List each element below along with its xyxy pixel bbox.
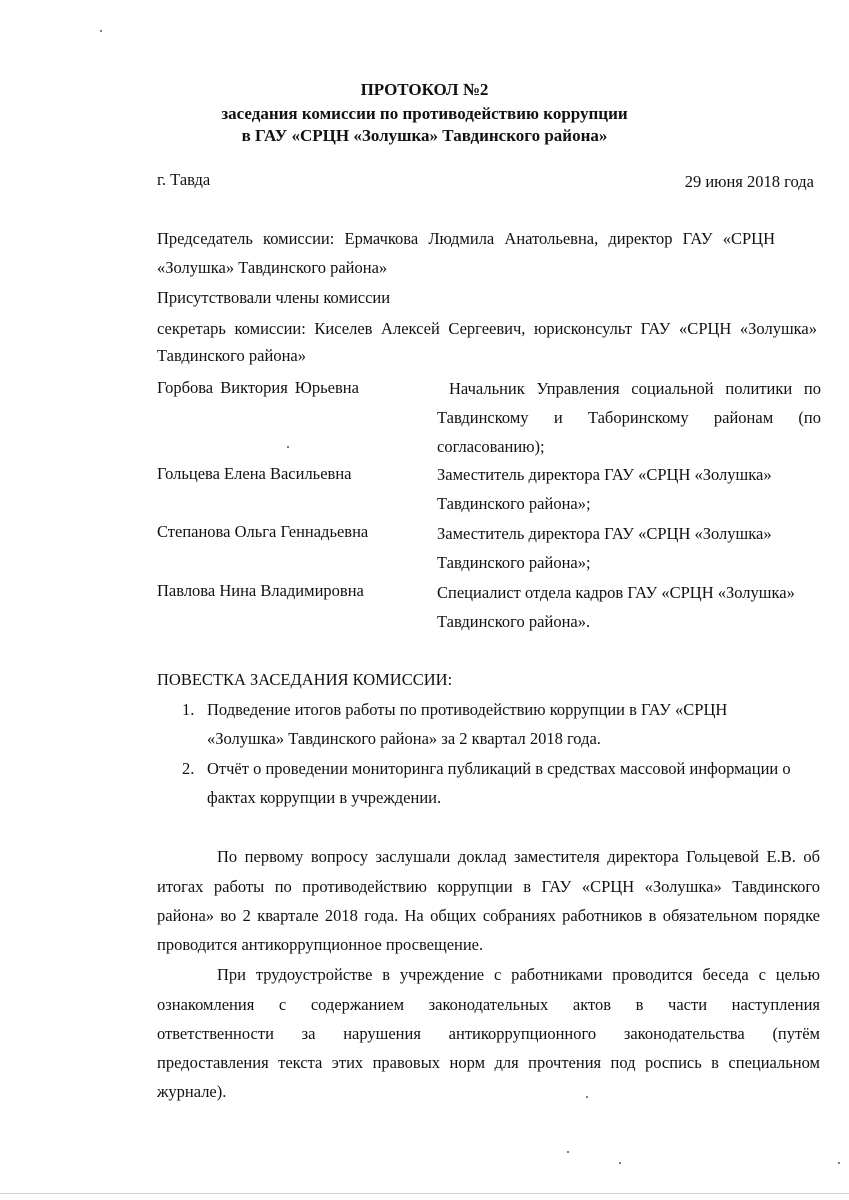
date: 29 июня 2018 года — [684, 172, 814, 191]
chairman-line-2: «Золушка» Тавдинского района» — [157, 258, 388, 277]
member-role-line: Тавдинского района». — [437, 612, 591, 631]
paragraph-line: ответственности за нарушения антикоррупционного законодательства (путём — [157, 1024, 820, 1043]
document-title: ПРОТОКОЛ №2 — [360, 80, 489, 99]
scan-speck — [586, 1096, 588, 1098]
document-subtitle-1: заседания комиссии по противодействию коррупции — [221, 104, 628, 123]
agenda-item-line: фактах коррупции в учреждении. — [207, 788, 442, 807]
agenda-item-line: Подведение итогов работы по противодействию коррупции в ГАУ «СРЦН — [207, 700, 728, 719]
member-role-line: Заместитель директора ГАУ «СРЦН «Золушка» — [437, 524, 772, 543]
paragraph-line: проводится антикоррупционное просвещение. — [157, 935, 484, 954]
member-role-line: Тавдинскому и Таборинскому районам (по — [437, 408, 821, 427]
agenda-item-line: «Золушка» Тавдинского района» за 2 квартал 2018 года. — [207, 729, 601, 748]
scan-speck — [838, 1162, 840, 1164]
paragraph-line: журнале). — [157, 1082, 227, 1101]
member-name: Павлова Нина Владимировна — [157, 581, 364, 600]
agenda-item-number: 2. — [182, 759, 195, 778]
secretary-line-2: Тавдинского района» — [157, 346, 306, 365]
chairman-line-1: Председатель комиссии: Ермачкова Людмила Анатольевна, директор ГАУ «СРЦН — [157, 229, 775, 248]
member-role-line: согласованию); — [437, 437, 545, 456]
paragraph-line: предоставления текста этих правовых норм для прочтения под роспись в специальном — [157, 1053, 820, 1072]
member-role-line: Начальник Управления социальной политики по — [449, 379, 821, 398]
document-subtitle-2: в ГАУ «СРЦН «Золушка» Тавдинского района» — [241, 126, 608, 145]
paragraph-line: ознакомления с содержанием законодательных актов в части наступления — [157, 995, 820, 1014]
member-name: Степанова Ольга Геннадьевна — [157, 522, 369, 541]
secretary-line-1: секретарь комиссии: Киселев Алексей Сергеевич, юрисконсульт ГАУ «СРЦН «Золушка» — [157, 319, 817, 338]
agenda-item-number: 1. — [182, 700, 195, 719]
scan-speck — [287, 446, 289, 448]
agenda-item-line: Отчёт о проведении мониторинга публикаций в средствах массовой информации о — [207, 759, 791, 778]
member-name: Гольцева Елена Васильевна — [157, 464, 352, 483]
scan-edge-line — [0, 1193, 849, 1194]
paragraph-line: итогах работы по противодействию коррупции в ГАУ «СРЦН «Золушка» Тавдинского — [157, 877, 820, 896]
member-role-line: Тавдинского района»; — [437, 553, 591, 572]
member-name: Горбова Виктория Юрьевна — [157, 378, 359, 397]
agenda-heading: ПОВЕСТКА ЗАСЕДАНИЯ КОМИССИИ: — [157, 670, 453, 689]
place: г. Тавда — [157, 170, 211, 189]
paragraph-line: По первому вопросу заслушали доклад заместителя директора Гольцевой Е.В. об — [217, 847, 820, 866]
paragraph-line: При трудоустройстве в учреждение с работниками проводится беседа с целью — [217, 965, 820, 984]
scan-speck — [567, 1151, 569, 1153]
member-role-line: Специалист отдела кадров ГАУ «СРЦН «Золушка» — [437, 583, 795, 602]
member-role-line: Заместитель директора ГАУ «СРЦН «Золушка» — [437, 465, 772, 484]
scan-speck — [100, 30, 102, 32]
member-role-line: Тавдинского района»; — [437, 494, 591, 513]
paragraph-line: района» во 2 квартале 2018 года. На общих собраниях работников в обязательном порядке — [157, 906, 820, 925]
present-label: Присутствовали члены комиссии — [157, 288, 391, 307]
scan-speck — [619, 1162, 621, 1164]
